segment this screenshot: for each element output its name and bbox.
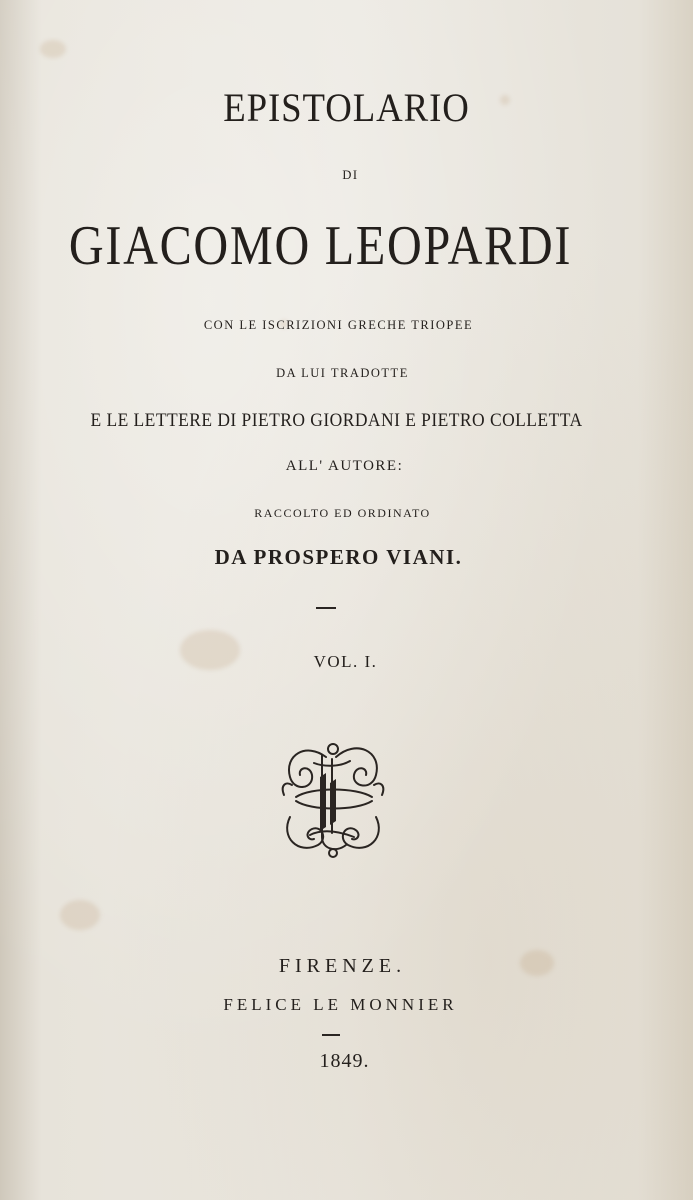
divider-rule bbox=[316, 607, 336, 609]
monogram-ornament-icon bbox=[276, 737, 390, 861]
subtitle-line-1: CON LE ISCRIZIONI GRECHE TRIOPEE bbox=[203, 318, 474, 332]
imprint-city: FIRENZE. bbox=[278, 955, 407, 977]
subtitle-line-5: RACCOLTO ED ORDINATO bbox=[254, 506, 431, 520]
author-name: GIACOMO LEOPARDI bbox=[68, 215, 573, 277]
subtitle-line-3: E LE LETTERE DI PIETRO GIORDANI E PIETRO COLLETTA bbox=[90, 410, 583, 431]
imprint-year: 1849. bbox=[319, 1050, 370, 1072]
foxing-spot bbox=[40, 40, 66, 58]
foxing-spot bbox=[60, 900, 100, 930]
imprint-divider-rule bbox=[322, 1034, 340, 1036]
subtitle-line-4: ALL' AUTORE: bbox=[285, 458, 404, 474]
book-title: EPISTOLARIO bbox=[223, 85, 470, 130]
volume-number: VOL. I. bbox=[313, 652, 378, 671]
subtitle-line-2: DA LUI TRADOTTE bbox=[276, 366, 409, 380]
title-connector: DI bbox=[342, 168, 359, 182]
editor-name: DA PROSPERO VIANI. bbox=[214, 545, 463, 569]
imprint-publisher: FELICE LE MONNIER bbox=[223, 995, 458, 1014]
